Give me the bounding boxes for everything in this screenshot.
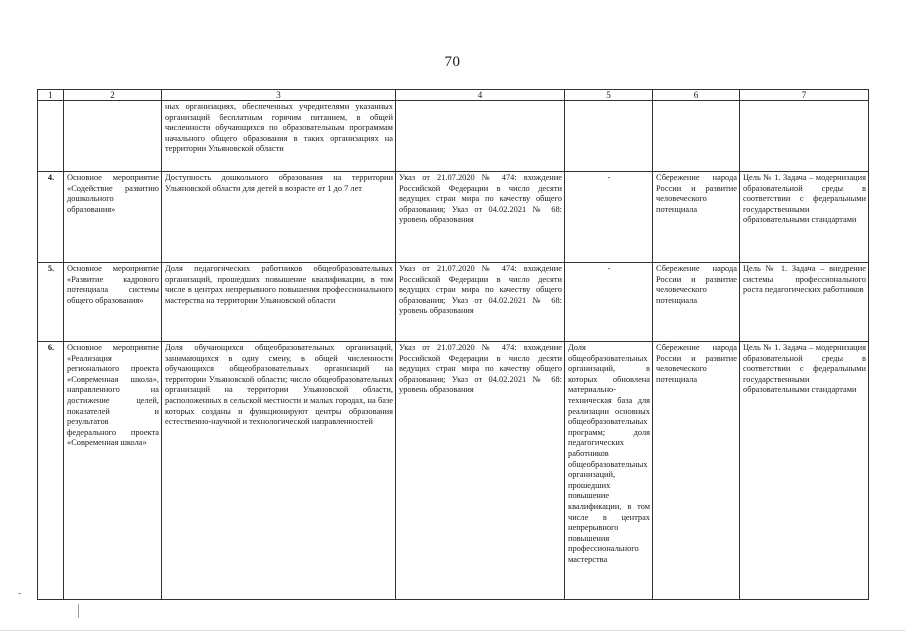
- scan-artifact: [18, 593, 21, 594]
- decree-cell: [396, 101, 565, 172]
- column-header: 1: [38, 90, 64, 101]
- task-cell: Цель № 1. Задача – модернизация образовательной среды в соответствии с федеральными государственными образовательными стандартами: [740, 172, 869, 263]
- project-cell: [565, 101, 653, 172]
- column-header: 4: [396, 90, 565, 101]
- indicator-cell: ных организациях, обеспеченных учредителями указанных организаций бесплатным горячим питанием, в общей численности обучающихся по образовательным программам начального общего образования в таких организациях на территории Ульяновской области: [162, 101, 396, 172]
- column-header: 2: [64, 90, 162, 101]
- decree-cell: Указ от 21.07.2020 № 474: вхождение Российской Федерации в число десяти ведущих стран мира по качеству общего образования; Указ от 04.02.2021 № 68: уровень образования: [396, 342, 565, 600]
- column-header: 5: [565, 90, 653, 101]
- measure-cell: [64, 101, 162, 172]
- table-row: [38, 342, 869, 600]
- column-header: 3: [162, 90, 396, 101]
- column-header: 7: [740, 90, 869, 101]
- project-cell: -: [565, 263, 653, 342]
- indicator-cell: Доступность дошкольного образования на территории Ульяновской области для детей в возрасте от 1 до 7 лет: [162, 172, 396, 263]
- indicator-cell: Доля обучающихся общеобразовательных организаций, занимающихся в одну смену, в общей численности обучающихся общеобразовательных организаций на территории Ульяновской области; число общеобразовательных организаций на территории Ульяновской области, расположенных в сельской местности и малых городах, на базе которых созданы и функционируют центры образования естественно-научной и технологической направленностей: [162, 342, 396, 600]
- goal-cell: Сбережение народа России и развитие человеческого потенциала: [653, 263, 740, 342]
- measure-cell: Основное мероприятие «Содействие развитию дошкольного образования»: [64, 172, 162, 263]
- page-number: 70: [444, 54, 461, 70]
- table-row: [38, 101, 869, 172]
- task-cell: Цель № 1. Задача – модернизация образовательной среды в соответствии с федеральными государственными образовательными стандартами: [740, 342, 869, 600]
- row-number-cell: 5.: [38, 263, 64, 342]
- table-header-row: [38, 90, 869, 101]
- table-row: [38, 263, 869, 342]
- indicator-cell: Доля педагогических работников общеобразовательных организаций, прошедших повышение квалификации, в том числе в центрах непрерывного повышения профессионального мастерства на территории Ульяновской области: [162, 263, 396, 342]
- program-table: [37, 89, 869, 600]
- goal-cell: [653, 101, 740, 172]
- goal-cell: Сбережение народа России и развитие человеческого потенциала: [653, 342, 740, 600]
- task-cell: Цель № 1. Задача – внедрение системы профессионального роста педагогических работников: [740, 263, 869, 342]
- project-cell: Доля общеобразовательных организаций, в которых обновлена материально-техническая база для реализации основных общеобразовательных программ; доля педагогических работников общеобразовательных организаций, прошедших повышение квалификации, в том числе в центрах непрерывного повышения профессионального мастерства: [565, 342, 653, 600]
- task-cell: [740, 101, 869, 172]
- decree-cell: Указ от 21.07.2020 № 474: вхождение Российской Федерации в число десяти ведущих стран мира по качеству общего образования; Указ от 04.02.2021 № 68: уровень образования: [396, 172, 565, 263]
- measure-cell: Основное мероприятие «Реализация регионального проекта «Современная школа», направленного на достижение целей, показателей и результатов федерального проекта «Современная школа»: [64, 342, 162, 600]
- row-number-cell: 4.: [38, 172, 64, 263]
- decree-cell: Указ от 21.07.2020 № 474: вхождение Российской Федерации в число десяти ведущих стран мира по качеству общего образования; Указ от 04.02.2021 № 68: уровень образования: [396, 263, 565, 342]
- scan-artifact: [0, 630, 905, 631]
- table-row: [38, 172, 869, 263]
- goal-cell: Сбережение народа России и развитие человеческого потенциала: [653, 172, 740, 263]
- row-number-cell: [38, 101, 64, 172]
- row-number-cell: 6.: [38, 342, 64, 600]
- project-cell: -: [565, 172, 653, 263]
- column-header: 6: [653, 90, 740, 101]
- scan-artifact: [78, 604, 79, 618]
- measure-cell: Основное мероприятие «Развитие кадрового потенциала системы общего образования»: [64, 263, 162, 342]
